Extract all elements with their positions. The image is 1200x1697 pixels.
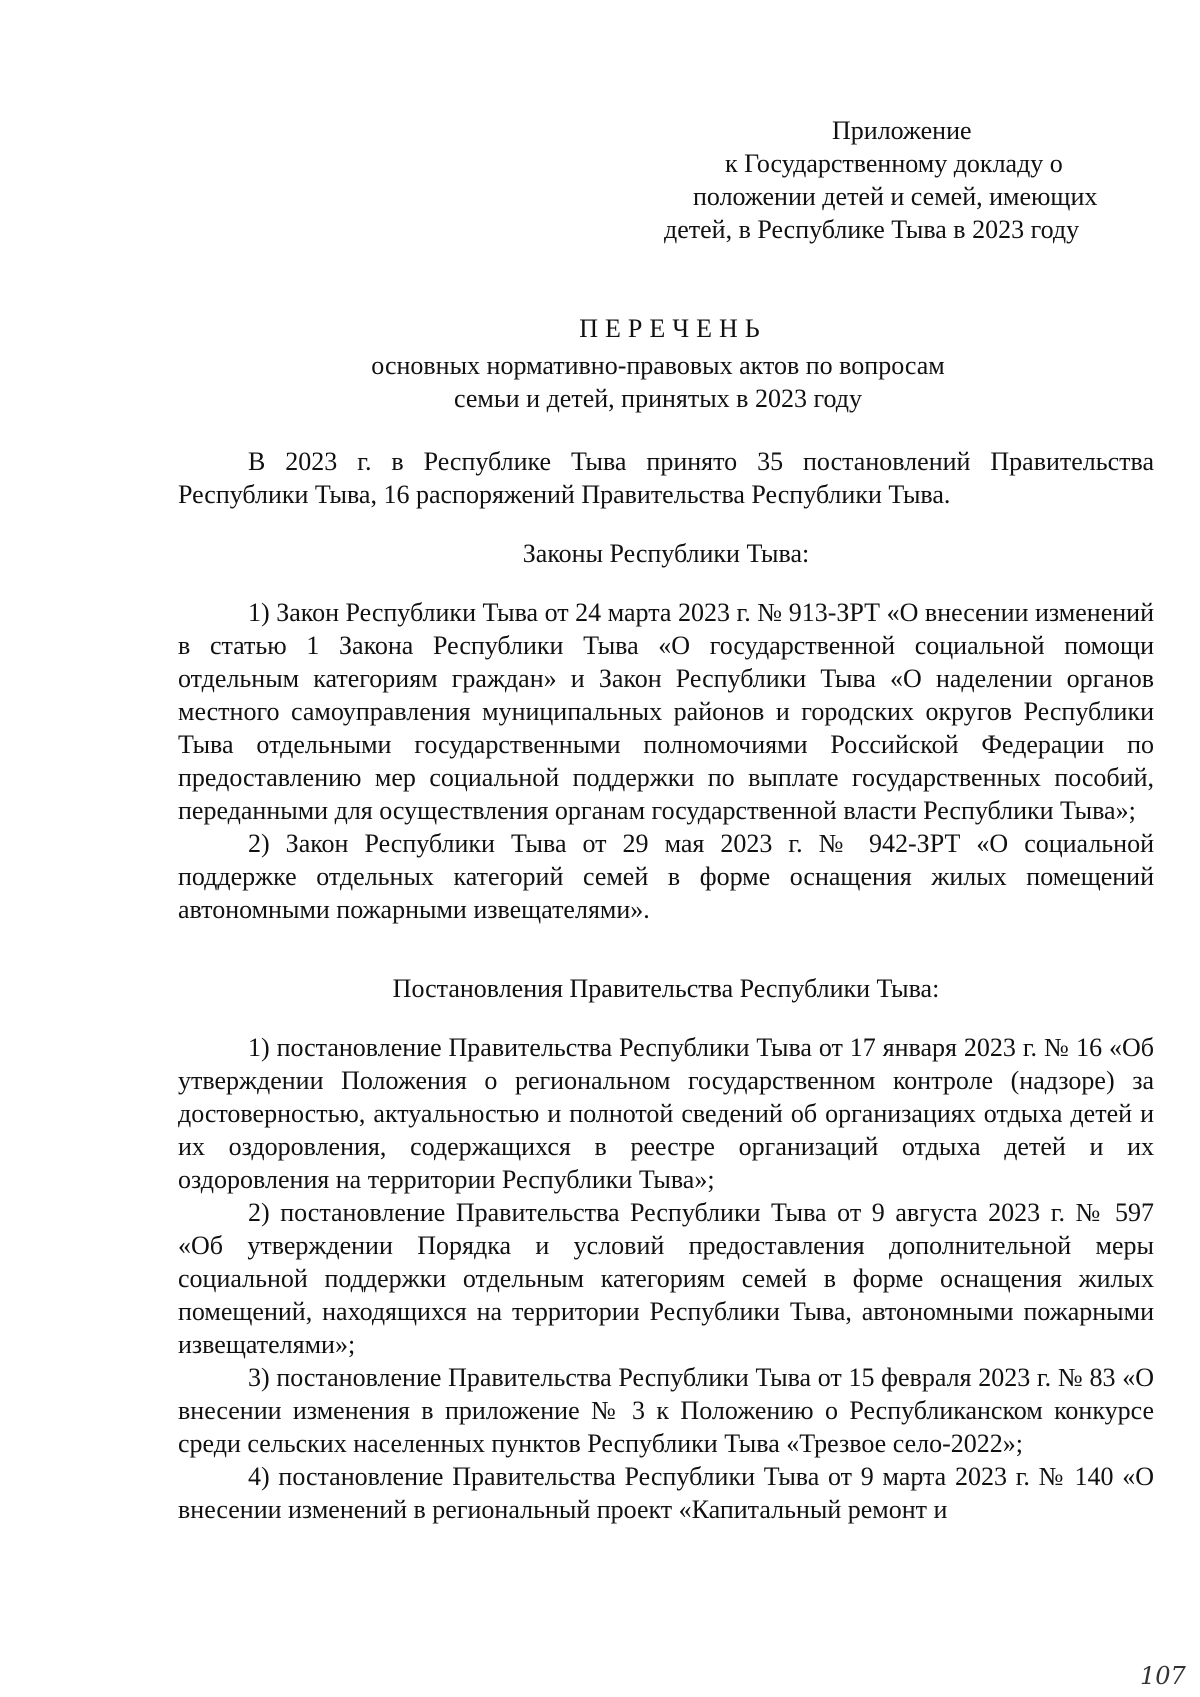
page-number: 107	[1140, 1662, 1186, 1690]
resolution-item: 1) постановление Правительства Республики Тыва от 17 января 2023 г. № 16 «Об утверждении Положения о региональном государственном контроле (надзоре) за достоверностью, актуальностью и полнотой сведений об организациях отдыха детей и их оздоровления, содержащихся в реестре организаций отдыха детей и их оздоровления на территории Республики Тыва»;	[178, 1033, 1154, 1194]
resolution-item: 4) постановление Правительства Республики Тыва от 9 марта 2023 г. № 140 «О внесении изменений в региональный проект «Капитальный ремонт и	[178, 1462, 1154, 1524]
title-block	[178, 312, 1138, 415]
law-item: 2) Закон Республики Тыва от 29 мая 2023 г. № 942-ЗРТ «О социальной поддержке отдельных категорий семей в форме оснащения жилых помещений автономными пожарными извещателями».	[178, 829, 1154, 924]
appendix-line-1: Приложение	[832, 116, 972, 145]
appendix-line-4: детей, в Республике Тыва в 2023 году	[664, 215, 1080, 244]
appendix-line-2: к Государственному докладу о	[725, 149, 1063, 178]
law-item: 1) Закон Республики Тыва от 24 марта 2023 г. № 913-ЗРТ «О внесении изменений в статью 1 Закона Республики Тыва «О государственной социальной помощи отдельным категориям граждан» и Закон Республики Тыва «О наделении органов местного самоуправления муниципальных районов и городских округов Республики Тыва отдельными государственными полномочиями Российской Федерации по предоставлению мер социальной поддержки по выплате государственных пособий, переданными для осуществления органам государственной власти Республики Тыва»;	[178, 598, 1154, 825]
document-subtitle	[178, 349, 1138, 415]
laws-heading: Законы Республики Тыва:	[522, 539, 810, 568]
appendix-note	[640, 114, 1160, 246]
resolution-item: 3) постановление Правительства Республики Тыва от 15 февраля 2023 г. № 83 «О внесении изменения в приложение № 3 к Положению о Республиканском конкурсе среди сельских населенных пунктов Республики Тыва «Трезвое село-2022»;	[178, 1363, 1154, 1458]
document-body	[178, 445, 1154, 1526]
subtitle-line-1: основных нормативно-правовых актов по вопросам	[371, 351, 945, 380]
appendix-line-3: положении детей и семей, имеющих	[693, 182, 1098, 211]
resolutions-heading: Постановления Правительства Республики Тыва:	[392, 974, 940, 1003]
intro-paragraph: В 2023 г. в Республике Тыва принято 35 постановлений Правительства Республики Тыва, 16 распоряжений Правительства Республики Тыва.	[178, 447, 1154, 509]
subtitle-line-2: семьи и детей, принятых в 2023 году	[454, 384, 862, 413]
document-title: ПЕРЕЧЕНЬ	[579, 314, 767, 343]
resolution-item: 2) постановление Правительства Республики Тыва от 9 августа 2023 г. № 597 «Об утверждении Порядка и условий предоставления дополнительной меры социальной поддержки отдельным категориям семей в форме оснащения жилых помещений, находящихся на территории Республики Тыва, автономными пожарными извещателями»;	[178, 1198, 1154, 1359]
